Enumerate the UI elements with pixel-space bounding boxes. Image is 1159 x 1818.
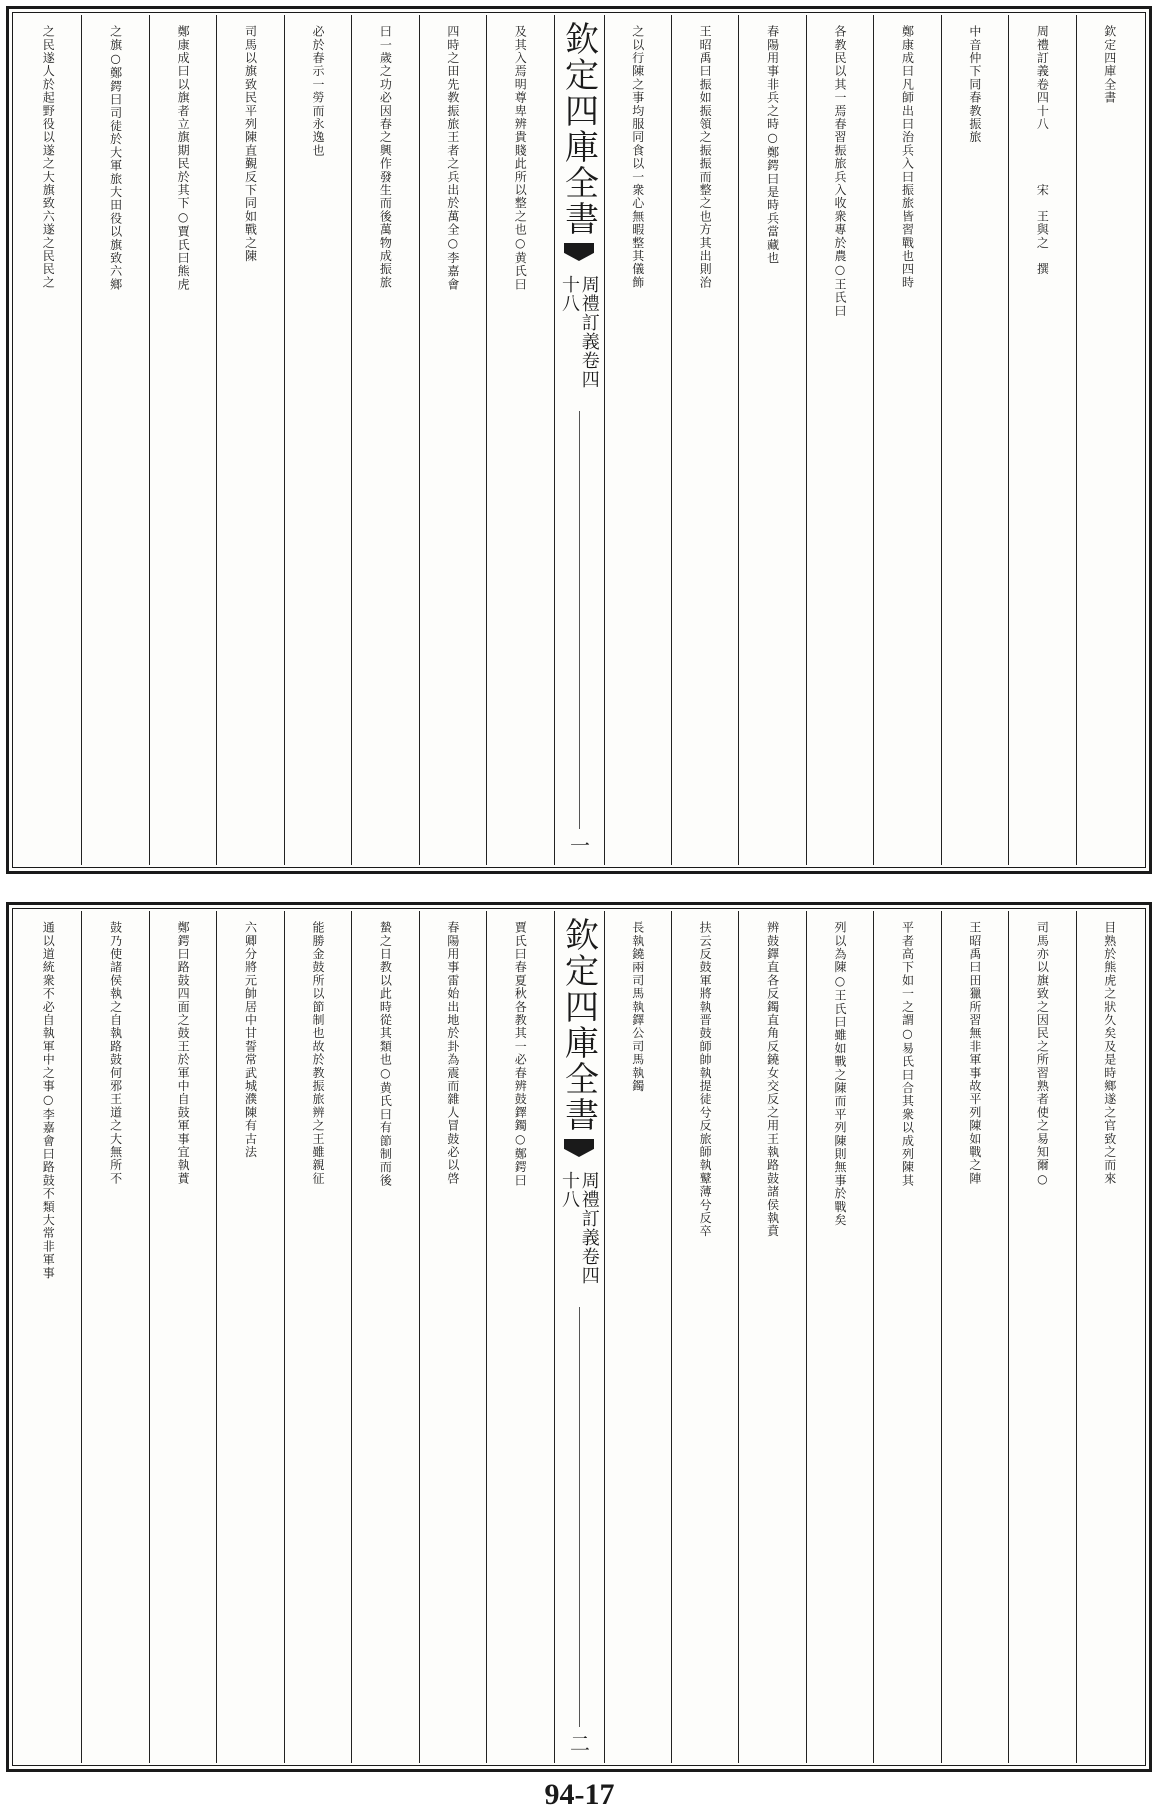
column [81,15,148,865]
column [419,911,486,1763]
lower-page [6,902,1152,1772]
column-text: 必於春示一勞而永逸也 [310,25,325,157]
column-text: 欽定四庫全書 [1102,25,1117,105]
column-text: 中音仲下同春教振旅 [967,25,982,144]
column [1076,911,1143,1763]
column-text: 之民遂人於起野役以遂之大旗致六遂之民民之 [41,25,56,289]
column [671,15,738,865]
column [486,911,553,1763]
column [738,15,805,865]
column-text: 春陽用事雷始出地於卦為震而雜人冒鼓必以啓 [445,921,460,1185]
column [738,911,805,1763]
column-text: 之旗○鄭鍔曰司徒於大軍旅大田役以旗致六鄉 [108,25,123,291]
gutter-rule [579,411,580,829]
upper-page [6,6,1152,874]
column [149,15,216,865]
column [216,911,283,1763]
column [671,911,738,1763]
column-text: 鄭康成曰凡師出曰治兵入曰振旅皆習戰也四時 [900,25,915,289]
gutter-subtitle: 周禮訂義卷四十八 [559,275,600,389]
column-text: 六卿分將元帥居中甘誓常武城濮陳有古法 [243,921,258,1159]
column [149,911,216,1763]
column-text: 通以道統衆不必自執軍中之事○李嘉會曰路鼓不類大常非軍事 [41,921,56,1280]
column [941,911,1008,1763]
column-text: 平者高下如一之謂○易氏曰合其衆以成列陳其 [900,921,915,1187]
column-text: 列以為陳○王氏曰雖如戰之陳而平列陳則無事於戰矣 [833,921,848,1227]
column [806,911,873,1763]
column [284,15,351,865]
column-text: 周禮訂義卷四十八 宋 王與之 撰 [1035,25,1050,276]
column-text: 王昭禹曰田獵所習無非軍事故平列陳如戰之陣 [967,921,982,1185]
column-text: 長執鐃兩司馬執鐸公司馬執鐲 [630,921,645,1093]
column [1008,911,1075,1763]
column-text: 司馬亦以旗致之因民之所習熟者使之易知爾○ [1035,921,1050,1187]
gutter-subtitle: 周禮訂義卷四十八 [559,1171,600,1285]
column-text: 蟄之日教以此時從其類也○黄氏曰有節制而後 [378,921,393,1187]
column-text: 目熟於熊虎之狀久矣及是時鄉遂之官致之而來 [1102,921,1117,1185]
fish-tail-mark-icon [564,1139,594,1157]
column-text: 鄭康成曰以旗者立旗期民於其下○賈氏曰熊虎 [176,25,191,291]
gutter-page: 一 [566,835,591,855]
gutter-page: 二 [566,1733,591,1753]
column [216,15,283,865]
column-text: 鼓乃使諸侯執之自執路鼓何邪王道之大無所不 [108,921,123,1185]
column [351,911,418,1763]
column [81,911,148,1763]
column [486,15,553,865]
column [419,15,486,865]
page-number: 94-17 [544,1778,615,1811]
column [15,15,81,865]
column-text: 各教民以其一焉春習振旅兵入收衆專於農○王氏曰 [833,25,848,318]
column [1076,15,1143,865]
column-text: 四時之田先教振旅王者之兵出於萬全○李嘉會 [445,25,460,291]
column-text: 王昭禹曰振如振領之振振而整之也方其出則治 [698,25,713,289]
gutter-title: 欽定四庫全書 [558,21,599,237]
column-text: 賈氏曰春夏秋各教其一必春辨鼓鐸鐲○鄭鍔曰 [513,921,528,1187]
column-text: 司馬以旗致民平列陳直覲反下同如戰之陳 [243,25,258,263]
column-text: 能勝金鼓所以節制也故於教振旅辨之王雖親征 [310,921,325,1185]
column [604,911,671,1763]
column [873,15,940,865]
column [806,15,873,865]
center-gutter [554,15,604,865]
column-text: 扶云反鼓軍將執晋鼓師帥執提徒兮反旅師執鼙薄兮反卒 [698,921,713,1238]
column-text: 鄭鍔曰路鼓四面之鼓王於軍中自鼓軍事宜執蕡 [176,921,191,1185]
center-gutter [554,911,604,1763]
column [15,911,81,1763]
column-text: 春陽用事非兵之時○鄭鍔曰是時兵當藏也 [765,25,780,265]
gutter-title: 欽定四庫全書 [558,917,599,1133]
column [873,911,940,1763]
column-text: 曰一歲之功必因春之興作發生而後萬物成振旅 [378,25,393,289]
column [941,15,1008,865]
fish-tail-mark-icon [564,243,594,261]
column-text: 辨鼓鐸直各反鐲直角反鐃女交反之用王執路鼓諸侯執賁 [765,921,780,1238]
column-text: 之以行陳之事均服同食以一衆心無暇整其儀飾 [630,25,645,289]
column [604,15,671,865]
gutter-rule [579,1307,580,1727]
column [284,911,351,1763]
column-text: 及其入焉明尊卑辨貴賤此所以整之也○黄氏曰 [513,25,528,291]
column [351,15,418,865]
column [1008,15,1075,865]
